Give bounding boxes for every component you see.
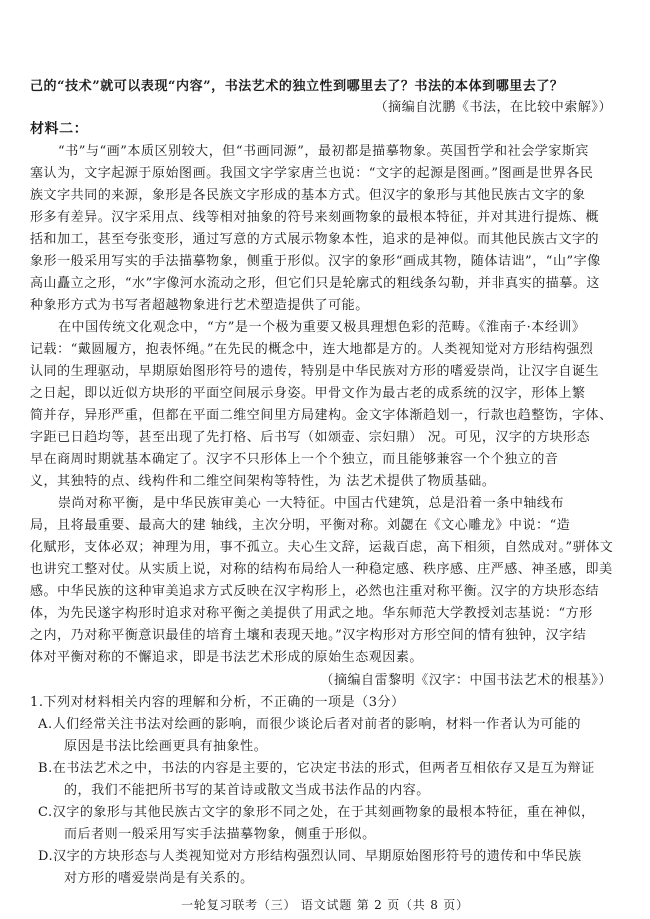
continued-text-line: 己的“技术”就可以表现“内容”，书法艺术的独立性到哪里去了？书法的本体到哪里去了？ <box>30 79 564 94</box>
para3-line: 化赋形，支体必双；神理为用，事不孤立。夫心生文辞，运裁百虑，高下相须，自然成对。”骈体文 <box>30 540 614 555</box>
para1-line: 塞认为，文字起源于原始图画。我国文字学家唐兰也说：“文字的起源是图画。”图画是世界各民 <box>30 166 594 181</box>
para3-line: 也讲究工整对仗。从实质上说，对称的结构布局给人一种稳定感、秩序感、庄严感、神圣感，即美 <box>30 562 613 577</box>
para2-line: 记载：“戴圆履方，抱表怀绳。”在先民的概念中，连大地都是方的。人类视知觉对方形结构强烈 <box>30 342 594 357</box>
para2-line: 认同的生理驱动，早期原始图形符号的遗传，特别是中华民族对方形的嗜爱崇尚，让汉字自诞生 <box>30 364 600 379</box>
option-a: A.人们经常关注书法对绘画的影响，而很少谈论后者对前者的影响，材料一作者认为可能的 <box>38 717 582 732</box>
para1-line: 族文字共同的来源，象形是各民族文字形成的基本方式。但汉字的象形与其他民族古文字的象 <box>30 188 586 203</box>
para1-line: 形多有差异。汉字采用点、线等相对抽象的符号来刻画物象的最根本特征，并对其进行提炼、概 <box>30 210 600 225</box>
para2-line: 之日起，即以近似方块形的平面空间展示身姿。甲骨文作为最古老的成系统的汉字，形体上繁 <box>30 386 586 401</box>
section-title: 材料二： <box>30 121 89 137</box>
para1-line: 高山矗立之形，“水”字像河水流动之形，但它们只是轮廓式的粗线条勾勒，并非真实的描摹。这 <box>30 276 600 291</box>
para3-line: 之内，乃对称平衡意识最佳的培育土壤和表现天地。”汉字构形对方形空间的情有独钟，汉字结 <box>30 628 587 643</box>
option-b: B.在书法艺术之中，书法的内容是主要的，它决定书法的形式，但两者互相依存又是互为辩证 <box>38 761 595 776</box>
para2-line: 在中国传统文化观念中，“方”是一个极为重要又极具理想色彩的范畴。《淮南子·本经训》 <box>58 320 586 335</box>
para1-line: 种象形方式为书写者超越物象进行艺术塑造提供了可能。 <box>30 298 369 313</box>
para2-line: 义，其独特的点、线构件和二维空间架构等特性，为 法艺术提供了物质基础。 <box>30 474 496 489</box>
question-stem: 1.下列对材料相关内容的理解和分析，不正确的一项是（3分） <box>30 695 405 710</box>
option-a-continued: 原因是书法比绘画更具有抽象性。 <box>64 739 268 754</box>
para2-line: 字距已日趋均等，甚至出现了先打格、后书写（如颂壶、宗妇鼎） 况。可见，汉字的方块形态 <box>30 430 591 445</box>
para3-line: 感。中华民族的这种审美追求方式反映在汉字构形上，必然也注重对称平衡。汉字的方块形态结 <box>30 584 600 599</box>
para2-line: 早在商周时期就基本确定了。汉字不只形体上一个个独立，而且能够兼容一个个独立的音 <box>30 452 559 467</box>
para1-line: “书”与“画”本质区别较大，但“书画同源”，最初都是描摹物象。英国哲学和社会学家斯宾 <box>58 144 589 159</box>
para1-line: 象形一般采用写实的手法描摹物象，侧重于形似。汉字的象形“画成其物，随体诘诎”，“山”字像 <box>30 254 601 269</box>
source-citation-2: （摘编自雷黎明《汉字：中国书法艺术的根基》） <box>320 673 612 688</box>
para3-line: 崇尚对称平衡，是中华民族审美心 一大特征。中国古代建筑，总是沿着一条中轴线布 <box>58 496 565 511</box>
source-citation-1: （摘编自沈鹏《书法，在比较中索解》） <box>374 100 612 115</box>
option-c-continued: 而后者则一般采用写实手法描摹物象，侧重于形似。 <box>64 827 376 842</box>
para3-line: 体，为先民遂字构形时追求对称平衡之美提供了用武之地。华东师范大学教授刘志基说：“方形 <box>30 606 593 621</box>
para1-line: 括和加工，甚至夸张变形，通过写意的方式展示物象本性，追求的是神似。而其他民族古文字的 <box>30 232 600 247</box>
page-footer: 一轮复习联考（三） 语文试题 第 2 页（共 8 页） <box>181 898 469 912</box>
option-c: C.汉字的象形与其他民族古文字的象形不同之处，在于其刻画物象的最根本特征，重在神似， <box>38 805 595 820</box>
option-d: D.汉字的方块形态与人类视知觉对方形结构强烈认同、早期原始图形符号的遗传和中华民族 <box>38 849 582 864</box>
para2-line: 简并存，异形严重，但都在平面二维空间里方局建构。金文字体渐趋划一，行款也趋整饬，字体、 <box>30 408 613 423</box>
para3-line: 体对平衡对称的不懈追求，即是书法艺术形成的原始生态观因素。 <box>30 650 423 665</box>
option-d-continued: 对方形的嗜爱崇尚是有关系的。 <box>64 871 254 886</box>
para3-line: 局，且将最重要、最高大的建 轴线，主次分明，平衡对称。刘勰在《文心雕龙》中说：“造 <box>30 518 571 533</box>
option-b-continued: 的，我们不能把所书写的某首诗或散文当成书法作品的内容。 <box>64 783 430 798</box>
